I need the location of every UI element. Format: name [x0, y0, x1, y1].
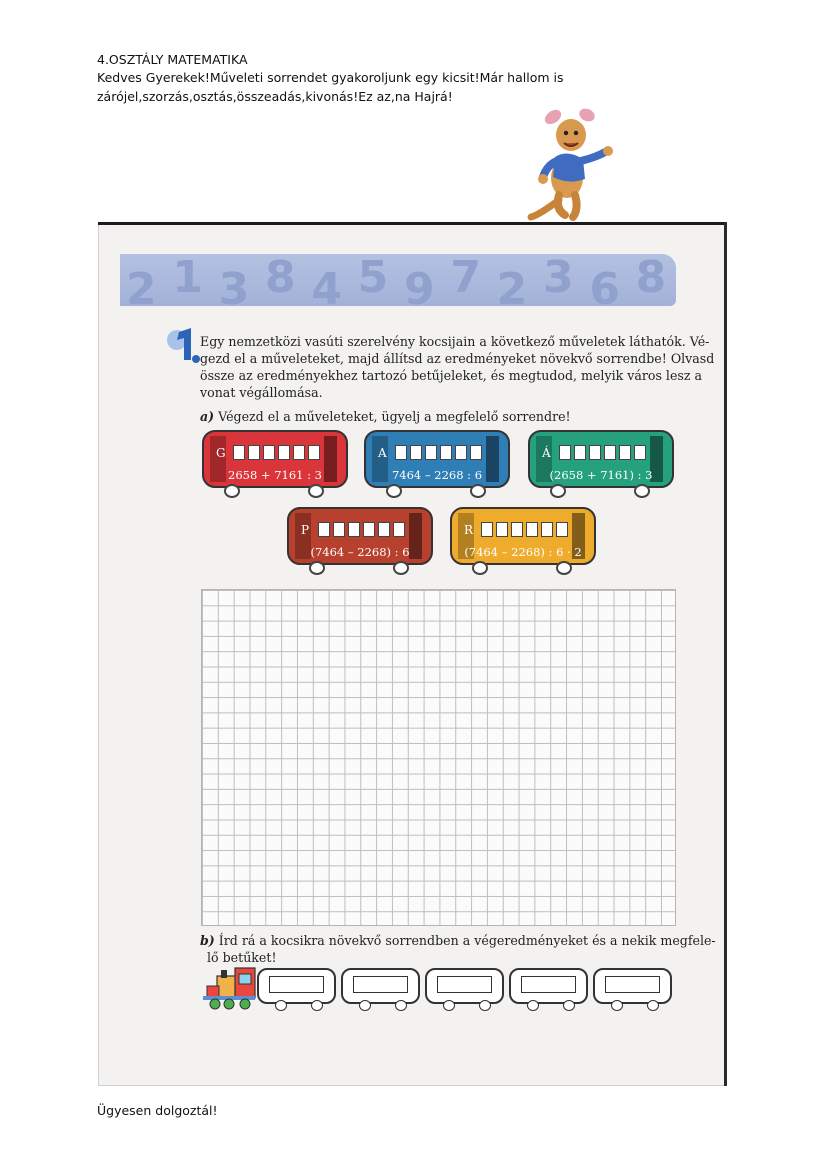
- part-b-instruction: [200, 933, 716, 948]
- wagon-wheel: [395, 1000, 407, 1011]
- wagon-wheel: [472, 561, 488, 575]
- wagon-letter: A: [378, 446, 387, 460]
- answer-boxes: [318, 522, 405, 537]
- footer-message: Ügyesen dolgoztál!: [97, 1103, 218, 1118]
- empty-wagon[interactable]: [425, 968, 504, 1004]
- wagon-wheel: [527, 1000, 539, 1011]
- wagon-wheel: [275, 1000, 287, 1011]
- answer-slot[interactable]: [521, 976, 576, 993]
- wagon-expression: (2658 + 7161) : 3: [549, 468, 653, 482]
- wagon-wheel: [308, 484, 324, 498]
- wagon-wheel: [556, 561, 572, 575]
- answer-slot[interactable]: [605, 976, 660, 993]
- wagon-wheel: [479, 1000, 491, 1011]
- banner-digit: 2: [126, 264, 157, 306]
- empty-wagon[interactable]: [341, 968, 420, 1004]
- banner-digit: 2: [496, 264, 528, 306]
- banner-digit: 4: [311, 264, 342, 306]
- wagon-5: [450, 507, 596, 565]
- wagon-letter: R: [464, 523, 474, 537]
- wagon-expression: (7464 – 2268) : 6: [310, 545, 410, 559]
- banner-digit: 1: [172, 254, 203, 303]
- part-b-label: b): [200, 933, 215, 948]
- squared-work-area[interactable]: [201, 589, 676, 926]
- wagon-1: [202, 430, 348, 488]
- wagon-3: [528, 430, 674, 488]
- empty-wagon[interactable]: [509, 968, 588, 1004]
- banner-digit: 7: [450, 254, 481, 303]
- banner-digit: 8: [265, 254, 296, 303]
- banner-digit: 8: [635, 254, 667, 303]
- wagon-wheel: [393, 561, 409, 575]
- wagon-wheel: [470, 484, 486, 498]
- answer-boxes: [559, 445, 646, 460]
- task-number-icon: [165, 326, 201, 366]
- answer-boxes: [395, 445, 482, 460]
- answer-slot[interactable]: [269, 976, 324, 993]
- banner-digit: 9: [404, 264, 435, 306]
- intro-line-1: Kedves Gyerekek!Műveleti sorrendet gyakoroljunk egy kicsit!Már hallom is: [97, 70, 564, 85]
- answer-slot[interactable]: [437, 976, 492, 993]
- wagon-wheel: [386, 484, 402, 498]
- wagon-wheel: [311, 1000, 323, 1011]
- wagon-2: [364, 430, 510, 488]
- worksheet-title: 4.OSZTÁLY MATEMATIKA: [97, 52, 248, 67]
- wagon-letter: G: [216, 446, 226, 460]
- task-text-line: Egy nemzetközi vasúti szerelvény kocsijain a következő műveletek láthatók. Vé-: [200, 334, 710, 349]
- task-text-line: vonat végállomása.: [200, 385, 323, 400]
- answer-boxes: [481, 522, 568, 537]
- wagon-expression: 7464 – 2268 : 6: [391, 468, 483, 482]
- kangaroo-illustration: [519, 105, 613, 222]
- wagon-wheel: [443, 1000, 455, 1011]
- part-a-instruction: [200, 409, 571, 424]
- locomotive-illustration: [203, 966, 257, 1010]
- wagon-wheel: [634, 484, 650, 498]
- part-b-text-2: lő betűket!: [207, 950, 277, 965]
- wagon-wheel: [611, 1000, 623, 1011]
- part-b-text-1: Írd rá a kocsikra növekvő sorrendben a végeredményeket és a nekik megfele-: [218, 933, 716, 948]
- wagon-wheel: [224, 484, 240, 498]
- scan-right-edge: [724, 222, 727, 1086]
- empty-wagon[interactable]: [257, 968, 336, 1004]
- wagon-4: [287, 507, 433, 565]
- empty-wagon[interactable]: [593, 968, 672, 1004]
- wagon-letter: P: [301, 523, 310, 537]
- answer-slot[interactable]: [353, 976, 408, 993]
- part-a-text: Végezd el a műveleteket, ügyelj a megfelelő sorrendre!: [218, 409, 571, 424]
- task-text-line: gezd el a műveleteket, majd állítsd az eredményeket növekvő sorrendbe! Olvasd: [200, 351, 715, 366]
- banner-digit: 3: [218, 264, 250, 306]
- wagon-wheel: [359, 1000, 371, 1011]
- wagon-wheel: [309, 561, 325, 575]
- answer-boxes: [233, 445, 320, 460]
- wagon-wheel: [647, 1000, 659, 1011]
- banner-digit: 5: [357, 254, 389, 303]
- task-text-line: össze az eredményekhez tartozó betűjeleket, és megtudod, melyik város lesz a: [200, 368, 703, 383]
- wagon-wheel: [563, 1000, 575, 1011]
- wagon-letter: Á: [542, 446, 551, 460]
- banner-digit: 6: [589, 264, 620, 306]
- banner-digit: 3: [543, 254, 574, 303]
- intro-line-2: zárójel,szorzás,osztás,összeadás,kivonás!Ez az,na Hajrá!: [97, 89, 453, 104]
- wagon-expression: (7464 – 2268) : 6 · 2: [464, 545, 582, 559]
- number-banner: [120, 254, 676, 306]
- part-a-label: a): [200, 409, 215, 424]
- scan-top-edge: [98, 222, 727, 225]
- wagon-expression: 2658 + 7161 : 3: [228, 468, 322, 482]
- wagon-wheel: [550, 484, 566, 498]
